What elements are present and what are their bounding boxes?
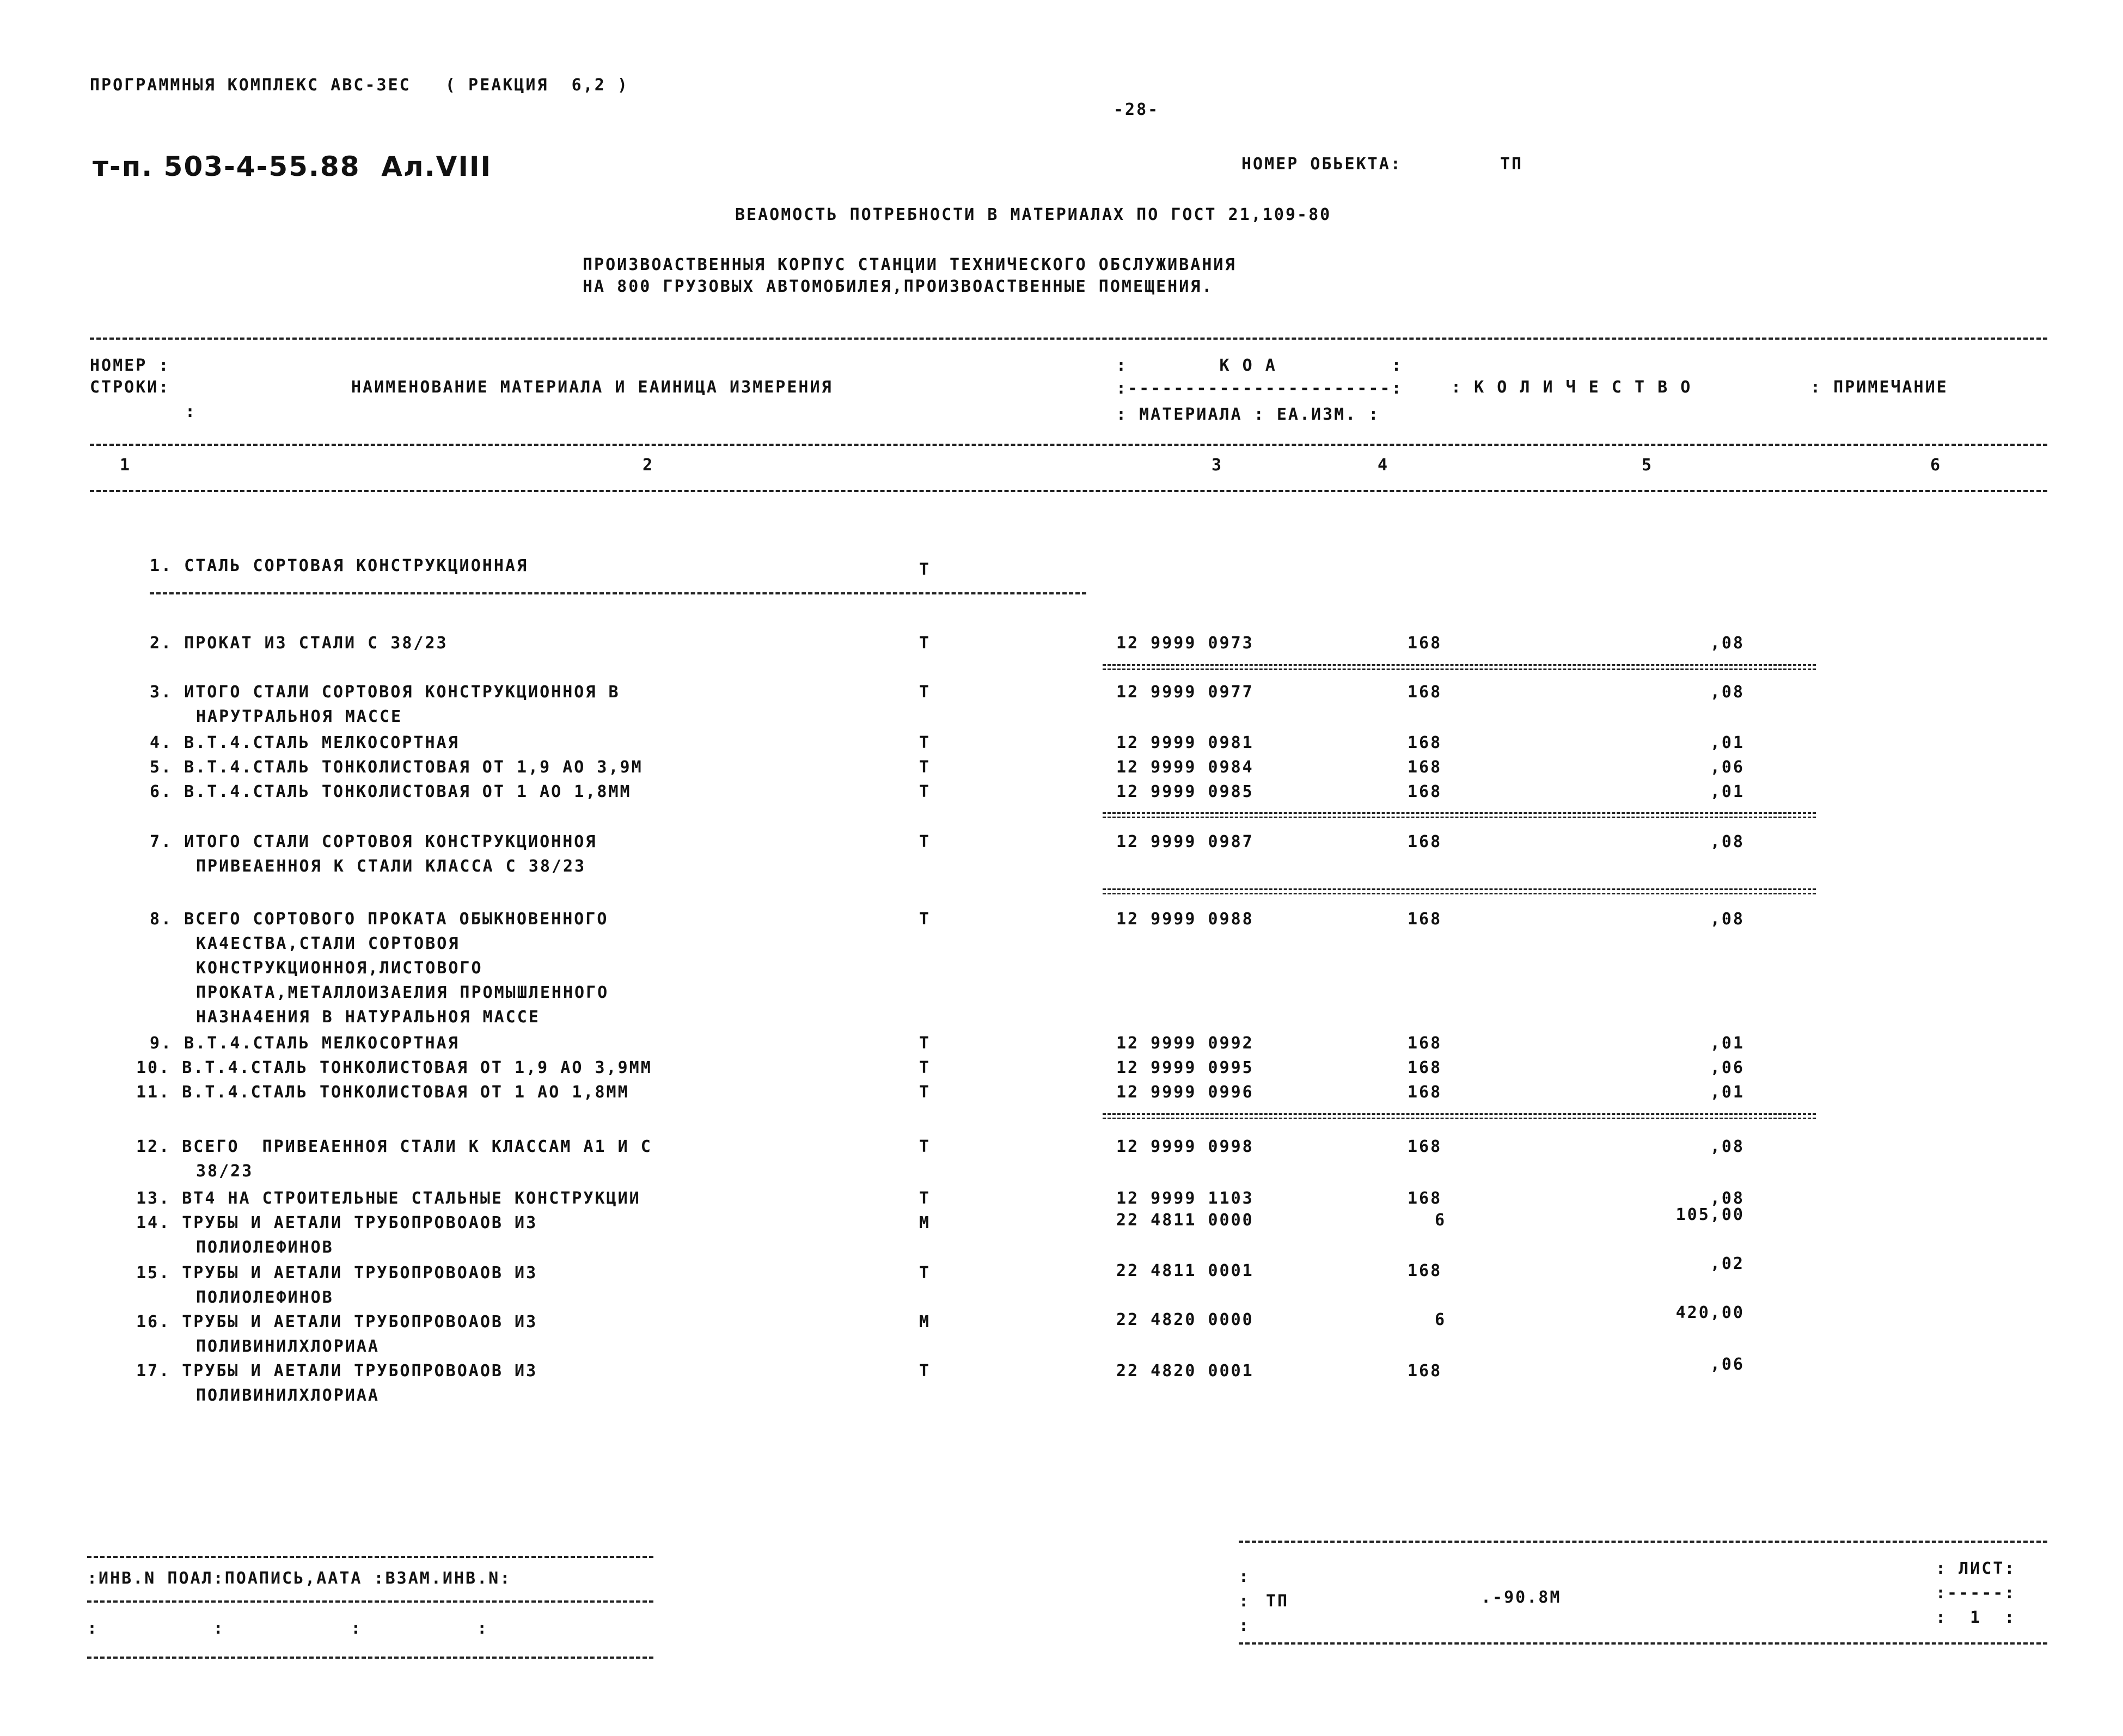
- row-16-code: 22 4820 0000: [1116, 1310, 1254, 1329]
- row-3-unit-code: 168: [1408, 683, 1442, 702]
- row-3-name: 3. ИТОГО СТАЛИ СОРТОВОЯ КОНСТРУКЦИОННОЯ В: [150, 683, 620, 702]
- row-13-name: 13. ВТ4 НА СТРОИТЕЛЬНЫЕ СТАЛЬНЫЕ КОНСТРУКЦИИ: [136, 1189, 641, 1208]
- title-block-colon-bottom: :: [1239, 1616, 1251, 1635]
- row-17-name-cont: ПОЛИВИНИЛХЛОРИАА: [196, 1386, 380, 1405]
- row-15-quantity: ,02: [1710, 1254, 1745, 1273]
- row-15-unit: Т: [919, 1263, 931, 1283]
- row-17-unit-code: 168: [1408, 1361, 1442, 1381]
- row-17-unit: Т: [919, 1361, 931, 1381]
- row-13-unit-code: 168: [1408, 1189, 1442, 1208]
- stamp-cells: : : : :: [87, 1619, 489, 1638]
- row-3-unit: Т: [919, 683, 931, 702]
- row-2-quantity: ,08: [1710, 634, 1745, 653]
- col-header-row-no-1: НОМЕР :: [90, 356, 170, 375]
- col-header-row-no-3: :: [185, 402, 197, 421]
- row-8-name-cont-1: КА4ЕСТВА,СТАЛИ СОРТОВОЯ: [196, 934, 460, 953]
- sheet-separator: :-----:: [1936, 1584, 2016, 1603]
- row-12-unit: Т: [919, 1137, 931, 1156]
- col-header-code-sub: : МАТЕРИАЛА : ЕА.ИЗМ. :: [1116, 405, 1380, 424]
- row-6-name: 6. В.Т.4.СТАЛЬ ТОНКОЛИСТОВАЯ ОТ 1 АО 1,8ММ: [150, 782, 632, 801]
- title-block-rule-top: [1239, 1541, 2047, 1543]
- row-5-quantity: ,06: [1710, 758, 1745, 777]
- row-8-name: 8. ВСЕГО СОРТОВОГО ПРОКАТА ОБЫКНОВЕННОГО: [150, 910, 609, 929]
- col-number-5: 5: [1642, 456, 1654, 475]
- row-13-code: 12 9999 1103: [1116, 1189, 1254, 1208]
- row-4-quantity: ,01: [1710, 733, 1745, 752]
- row-2-unit: Т: [919, 634, 931, 653]
- row-2-code: 12 9999 0973: [1116, 634, 1254, 653]
- row-5-unit-code: 168: [1408, 758, 1442, 777]
- row-16-unit-code: 6: [1435, 1310, 1447, 1329]
- row-15-name: 15. ТРУБЫ И АЕТАЛИ ТРУБОПРОВОАОВ ИЗ: [136, 1263, 538, 1283]
- col-header-note: : ПРИМЕЧАНИЕ: [1810, 378, 1948, 397]
- row-4-code: 12 9999 0981: [1116, 733, 1254, 752]
- row-11-unit: Т: [919, 1083, 931, 1102]
- row-8-code: 12 9999 0988: [1116, 910, 1254, 929]
- row-16-unit: М: [919, 1312, 931, 1332]
- row-15-name-cont: ПОЛИОЛЕФИНОВ: [196, 1288, 334, 1307]
- subtitle-line-2: НА 800 ГРУЗОВЫХ АВТОМОБИЛЕЯ,ПРОИЗВОАСТВЕННЫЕ ПОМЕЩЕНИЯ.: [583, 277, 1214, 296]
- total-rule-4: [1103, 1113, 1816, 1115]
- row-16-name-cont: ПОЛИВИНИЛХЛОРИАА: [196, 1337, 380, 1356]
- col-header-code-sep: :-----------------------:: [1116, 379, 1403, 398]
- row-14-unit: М: [919, 1213, 931, 1232]
- row-7-code: 12 9999 0987: [1116, 832, 1254, 851]
- document-mark: ТП: [1266, 1592, 1289, 1611]
- header-rule-mid: [90, 444, 2047, 446]
- header-rule-top: [90, 338, 2047, 340]
- col-header-row-no-2: СТРОКИ:: [90, 378, 170, 397]
- row-17-quantity: ,06: [1710, 1355, 1745, 1374]
- row-6-unit-code: 168: [1408, 782, 1442, 801]
- stamp-rule-top: [87, 1556, 653, 1558]
- row-11-unit-code: 168: [1408, 1083, 1442, 1102]
- row-6-code: 12 9999 0985: [1116, 782, 1254, 801]
- row-10-name: 10. В.Т.4.СТАЛЬ ТОНКОЛИСТОВАЯ ОТ 1,9 АО 3,9ММ: [136, 1058, 652, 1077]
- row-4-name: 4. В.Т.4.СТАЛЬ МЕЛКОСОРТНАЯ: [150, 733, 460, 752]
- col-number-6: 6: [1930, 456, 1942, 475]
- row-12-name-cont: 38/23: [196, 1162, 254, 1181]
- total-rule-1: [1103, 664, 1816, 666]
- title-block-rule-bottom: [1239, 1642, 2047, 1645]
- row-1-underline: [150, 592, 1086, 594]
- row-13-unit: Т: [919, 1189, 931, 1208]
- row-6-unit: Т: [919, 782, 931, 801]
- row-3-code: 12 9999 0977: [1116, 683, 1254, 702]
- row-8-name-cont-4: НАЗНА4ЕНИЯ В НАТУРАЛЬНОЯ МАССЕ: [196, 1008, 540, 1027]
- col-number-2: 2: [643, 456, 654, 475]
- row-14-code: 22 4811 0000: [1116, 1211, 1254, 1230]
- row-9-quantity: ,01: [1710, 1034, 1745, 1053]
- header-rule-bottom: [90, 490, 2047, 492]
- row-10-code: 12 9999 0995: [1116, 1058, 1254, 1077]
- row-11-name: 11. В.Т.4.СТАЛЬ ТОНКОЛИСТОВАЯ ОТ 1 АО 1,8ММ: [136, 1083, 629, 1102]
- row-14-name: 14. ТРУБЫ И АЕТАЛИ ТРУБОПРОВОАОВ ИЗ: [136, 1213, 538, 1232]
- row-9-name: 9. В.Т.4.СТАЛЬ МЕЛКОСОРТНАЯ: [150, 1034, 460, 1053]
- row-17-code: 22 4820 0001: [1116, 1361, 1254, 1381]
- row-12-unit-code: 168: [1408, 1137, 1442, 1156]
- row-2-name: 2. ПРОКАТ ИЗ СТАЛИ С 38/23: [150, 634, 448, 653]
- subtitle-line-1: ПРОИЗВОАСТВЕННЫЯ КОРПУС СТАНЦИИ ТЕХНИЧЕСКОГО ОБСЛУЖИВАНИЯ: [583, 255, 1237, 274]
- row-9-unit: Т: [919, 1034, 931, 1053]
- row-10-unit-code: 168: [1408, 1058, 1442, 1077]
- col-number-3: 3: [1212, 456, 1223, 475]
- row-15-unit-code: 168: [1408, 1261, 1442, 1280]
- row-14-name-cont: ПОЛИОЛЕФИНОВ: [196, 1238, 334, 1257]
- row-11-code: 12 9999 0996: [1116, 1083, 1254, 1102]
- col-number-1: 1: [120, 456, 132, 475]
- row-3-name-cont: НАРУТРАЛЬНОЯ МАССЕ: [196, 707, 403, 726]
- row-4-unit: Т: [919, 733, 931, 752]
- document-title: ВЕАОМОСТЬ ПОТРЕБНОСТИ В МАТЕРИАЛАХ ПО ГОСТ 21,109-80: [735, 205, 1332, 224]
- total-rule-3: [1103, 888, 1816, 890]
- sheet-number: : 1 :: [1936, 1608, 2016, 1627]
- stamp-rule-mid: [87, 1600, 653, 1603]
- sheet-label: : ЛИСТ:: [1936, 1559, 2016, 1578]
- row-13-quantity: ,08: [1710, 1189, 1745, 1208]
- row-12-name: 12. ВСЕГО ПРИВЕАЕННОЯ СТАЛИ К КЛАССАМ А1 И С: [136, 1137, 652, 1156]
- row-8-name-cont-3: ПРОКАТА,МЕТАЛЛОИЗАЕЛИЯ ПРОМЫШЛЕННОГО: [196, 983, 609, 1002]
- row-8-quantity: ,08: [1710, 910, 1745, 929]
- row-17-name: 17. ТРУБЫ И АЕТАЛИ ТРУБОПРОВОАОВ ИЗ: [136, 1361, 538, 1381]
- row-10-quantity: ,06: [1710, 1058, 1745, 1077]
- row-9-unit-code: 168: [1408, 1034, 1442, 1053]
- row-7-quantity: ,08: [1710, 832, 1745, 851]
- row-14-quantity: 105,00: [1675, 1205, 1745, 1224]
- row-7-unit-code: 168: [1408, 832, 1442, 851]
- total-rule-2: [1103, 812, 1816, 814]
- document-code: .-90.8М: [1481, 1588, 1562, 1607]
- col-number-4: 4: [1378, 456, 1390, 475]
- stamp-header: :ИНВ.N ПОАЛ:ПОАПИСЬ,ААТА :ВЗАМ.ИНВ.N:: [87, 1569, 512, 1588]
- row-1-unit: Т: [919, 560, 931, 579]
- project-code: т-п. 503-4-55.88 Ал.VIII: [93, 151, 492, 182]
- title-block-colon-top: :: [1239, 1567, 1251, 1586]
- program-name: ПРОГРАММНЫЯ КОМПЛЕКС АВС-ЗЕС ( РЕАКЦИЯ 6,2 ): [90, 76, 629, 95]
- row-7-name: 7. ИТОГО СТАЛИ СОРТОВОЯ КОНСТРУКЦИОННОЯ: [150, 832, 597, 851]
- row-8-unit-code: 168: [1408, 910, 1442, 929]
- row-12-quantity: ,08: [1710, 1137, 1745, 1156]
- row-3-quantity: ,08: [1710, 683, 1745, 702]
- row-7-name-cont: ПРИВЕАЕННОЯ К СТАЛИ КЛАССА С 38/23: [196, 857, 586, 876]
- row-9-code: 12 9999 0992: [1116, 1034, 1254, 1053]
- row-7-unit: Т: [919, 832, 931, 851]
- row-2-unit-code: 168: [1408, 634, 1442, 653]
- row-10-unit: Т: [919, 1058, 931, 1077]
- row-8-name-cont-2: КОНСТРУКЦИОННОЯ,ЛИСТОВОГО: [196, 959, 483, 978]
- row-16-quantity: 420,00: [1675, 1303, 1745, 1322]
- page-number: -28-: [1113, 100, 1160, 119]
- col-header-quantity: : К О Л И Ч Е С Т В О: [1451, 378, 1692, 397]
- stamp-rule-bottom: [87, 1657, 653, 1659]
- object-label: НОМЕР ОБЬЕКТА:: [1241, 155, 1402, 174]
- row-5-name: 5. В.Т.4.СТАЛЬ ТОНКОЛИСТОВАЯ ОТ 1,9 АО 3,9М: [150, 758, 643, 777]
- row-5-unit: Т: [919, 758, 931, 777]
- row-8-unit: Т: [919, 910, 931, 929]
- row-11-quantity: ,01: [1710, 1083, 1745, 1102]
- row-5-code: 12 9999 0984: [1116, 758, 1254, 777]
- col-header-code-group: : К О А :: [1116, 356, 1403, 375]
- row-1-name: 1. СТАЛЬ СОРТОВАЯ КОНСТРУКЦИОННАЯ: [150, 556, 529, 575]
- title-block-colon-mid: :: [1239, 1592, 1251, 1611]
- row-16-name: 16. ТРУБЫ И АЕТАЛИ ТРУБОПРОВОАОВ ИЗ: [136, 1312, 538, 1332]
- row-4-unit-code: 168: [1408, 733, 1442, 752]
- row-15-code: 22 4811 0001: [1116, 1261, 1254, 1280]
- object-value: ТП: [1500, 155, 1524, 174]
- row-6-quantity: ,01: [1710, 782, 1745, 801]
- row-14-unit-code: 6: [1435, 1211, 1447, 1230]
- row-12-code: 12 9999 0998: [1116, 1137, 1254, 1156]
- col-header-material-name: НАИМЕНОВАНИЕ МАТЕРИАЛА И ЕАИНИЦА ИЗМЕРЕНИЯ: [351, 378, 833, 397]
